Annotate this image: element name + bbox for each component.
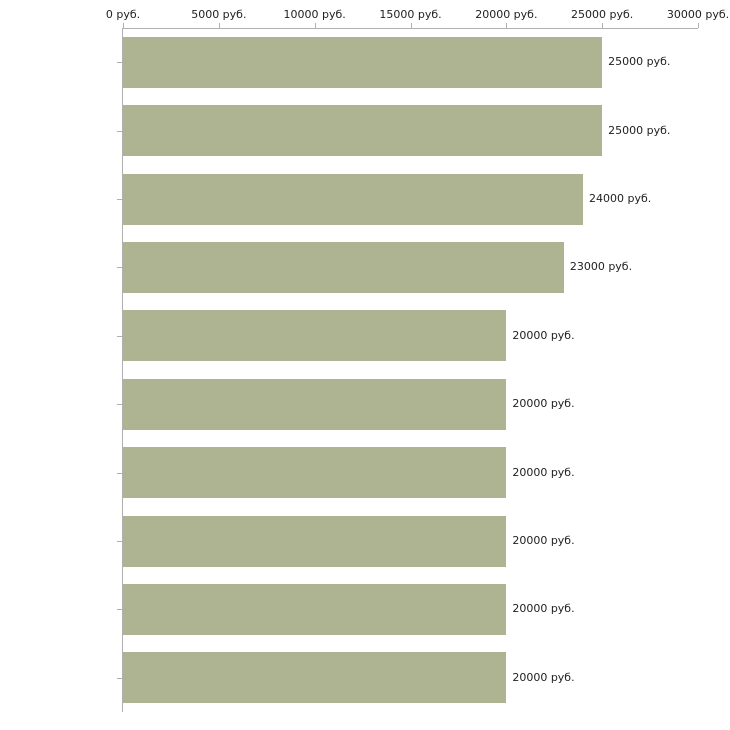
bar[interactable] — [123, 379, 506, 430]
x-tick-label: 5000 руб. — [191, 8, 247, 21]
bar[interactable] — [123, 584, 506, 635]
bar[interactable] — [123, 174, 583, 225]
bar[interactable] — [123, 516, 506, 567]
bar[interactable] — [123, 242, 564, 293]
x-tick-label: 0 руб. — [105, 8, 141, 21]
x-tick-mark — [602, 23, 603, 28]
bar-value-label: 20000 руб. — [512, 602, 575, 616]
x-tick-label: 10000 руб. — [283, 8, 346, 21]
x-tick-label: 30000 руб. — [666, 8, 730, 21]
y-tick-mark — [117, 404, 122, 405]
bar-value-label: 25000 руб. — [608, 55, 671, 69]
x-tick-label: 20000 руб. — [475, 8, 538, 21]
bar-value-label: 23000 руб. — [569, 260, 633, 274]
x-tick-label: 15000 руб. — [379, 8, 442, 21]
y-tick-mark — [117, 267, 122, 268]
bar-value-label: 20000 руб. — [512, 534, 575, 547]
bar-value-label: 24000 руб. — [589, 192, 652, 205]
x-tick-label: 25000 руб. — [571, 8, 634, 21]
y-tick-mark — [117, 199, 122, 200]
x-tick-mark — [315, 23, 316, 28]
bar-value-label: 20000 руб. — [512, 397, 575, 411]
bar[interactable] — [123, 105, 602, 156]
bar[interactable] — [123, 310, 506, 361]
bar-value-label: 20000 руб. — [512, 328, 575, 342]
y-tick-mark — [117, 473, 122, 474]
x-axis-line — [122, 28, 698, 29]
bar-value-label: 25000 руб. — [608, 123, 671, 137]
bar-value-label: 20000 руб. — [512, 465, 575, 479]
x-tick-mark — [411, 23, 412, 28]
y-tick-mark — [117, 131, 122, 132]
x-tick-mark — [698, 23, 699, 28]
bar[interactable] — [123, 447, 506, 498]
y-tick-mark — [117, 336, 122, 337]
bar[interactable] — [123, 652, 506, 703]
y-tick-mark — [117, 609, 122, 610]
x-tick-mark — [506, 23, 507, 28]
y-tick-mark — [117, 678, 122, 679]
y-tick-mark — [117, 62, 122, 63]
bar-value-label: 20000 руб. — [512, 670, 575, 684]
x-tick-mark — [219, 23, 220, 28]
y-tick-mark — [117, 541, 122, 542]
bar[interactable] — [123, 37, 602, 88]
x-tick-mark — [123, 23, 124, 28]
